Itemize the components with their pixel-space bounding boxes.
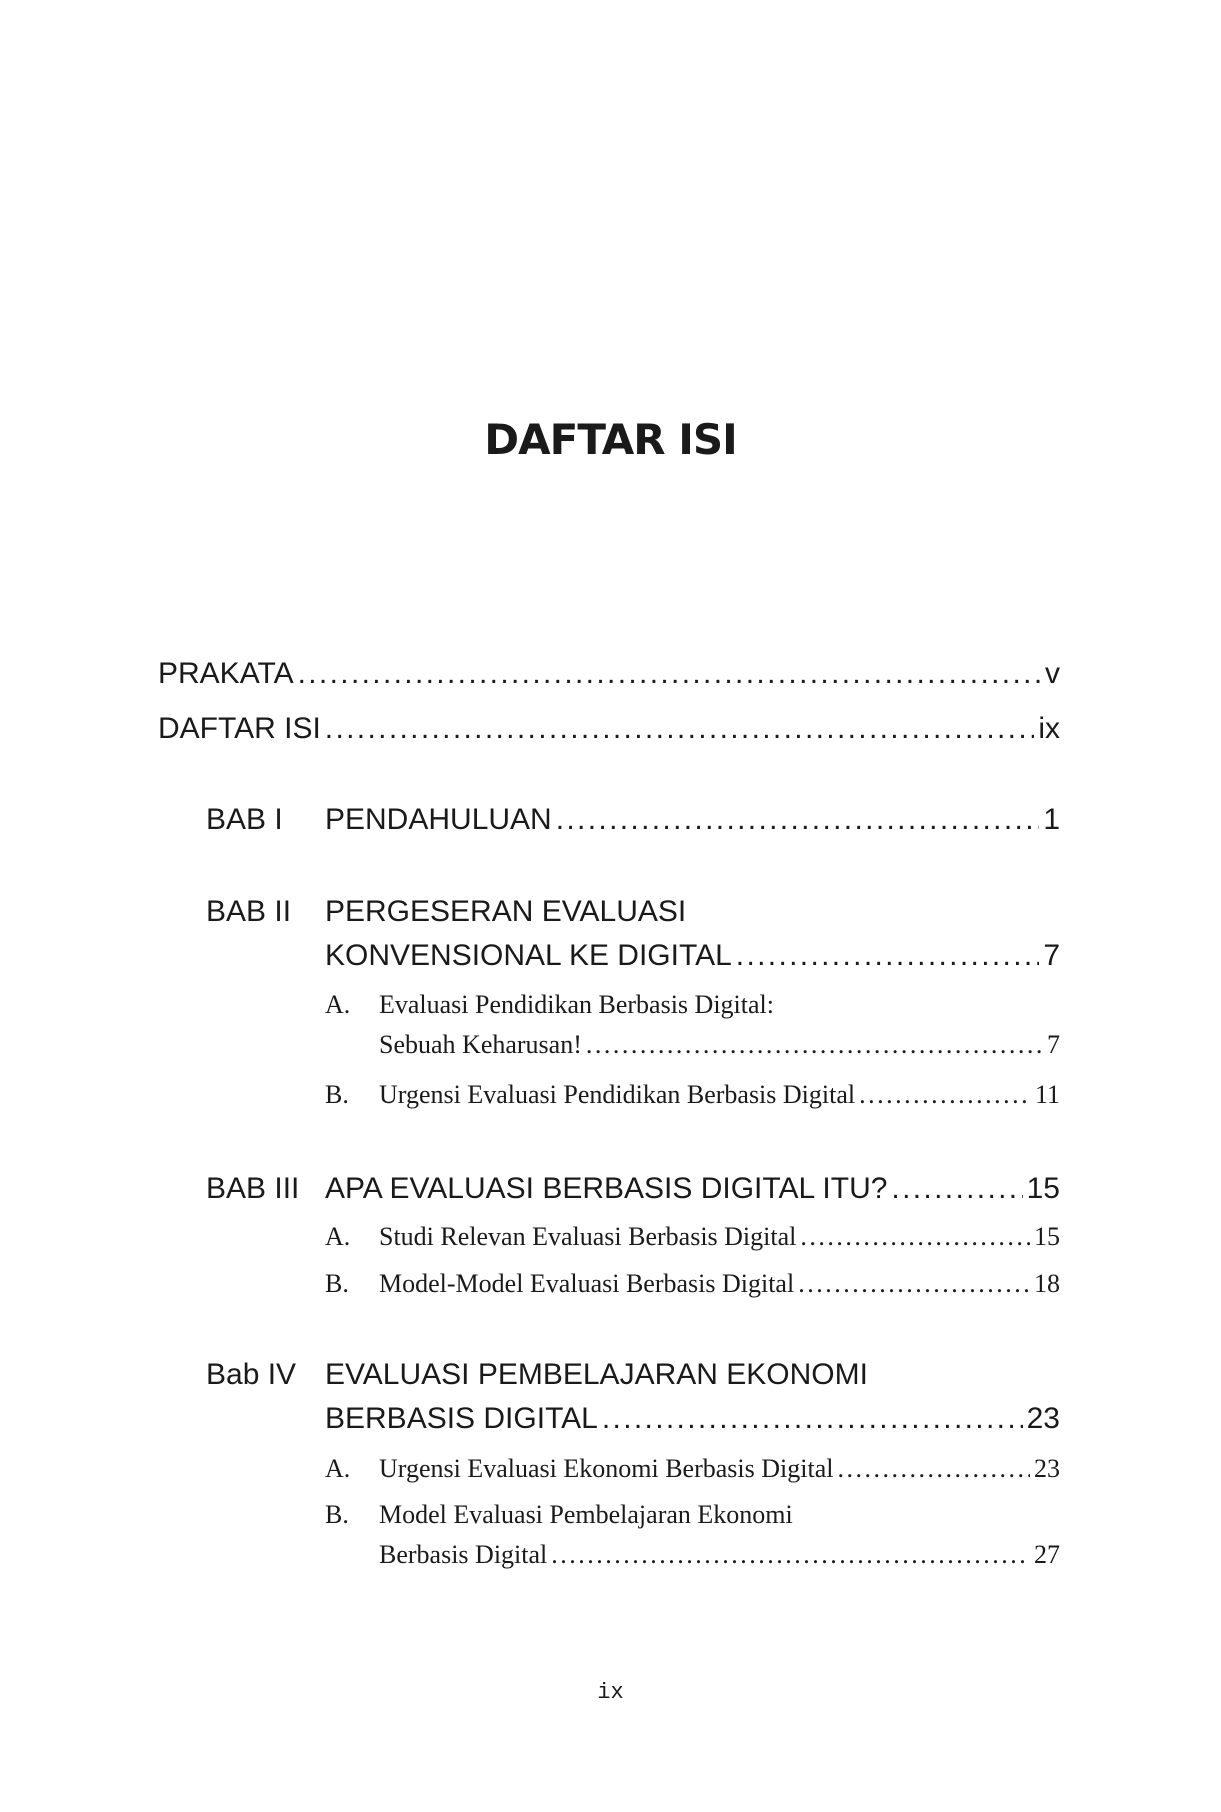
- toc-entry-label: PRAKATA: [158, 657, 294, 690]
- section-letter: B.: [325, 1080, 349, 1109]
- dot-leader: [798, 1269, 1030, 1299]
- dot-leader: [891, 1172, 1022, 1206]
- dot-leader: [859, 1080, 1031, 1110]
- toc-entry-chapter-3[interactable]: [325, 1172, 1060, 1206]
- chapter-title: PERGESERAN EVALUASI: [325, 895, 687, 928]
- toc-entry-chapter-2[interactable]: [325, 939, 1060, 973]
- chapter-label: BAB III: [206, 1172, 300, 1205]
- toc-entry-daftar-isi[interactable]: [158, 712, 1060, 746]
- dot-leader: [602, 1402, 1023, 1436]
- section-title: Urgensi Evaluasi Pendidikan Berbasis Digital: [379, 1080, 856, 1109]
- section-title: Studi Relevan Evaluasi Berbasis Digital: [379, 1222, 797, 1251]
- section-letter: B.: [325, 1500, 349, 1529]
- chapter-title: BERBASIS DIGITAL: [325, 1402, 598, 1435]
- section-title: Model-Model Evaluasi Berbasis Digital: [379, 1269, 795, 1298]
- dot-leader: [325, 712, 1035, 746]
- toc-page-number: 23: [1026, 1402, 1060, 1435]
- toc-entry-chapter-4[interactable]: [325, 1402, 1060, 1436]
- section-letter: A.: [325, 1222, 351, 1251]
- toc-page-number: 15: [1034, 1222, 1060, 1251]
- toc-entry-section-4b[interactable]: [379, 1540, 1060, 1570]
- chapter-title: EVALUASI PEMBELAJARAN EKONOMI: [325, 1358, 868, 1391]
- toc-page-number: 7: [1043, 939, 1060, 972]
- toc-page-number: 18: [1034, 1269, 1060, 1298]
- toc-page-number: 23: [1034, 1454, 1060, 1483]
- toc-entry-section-2b[interactable]: [379, 1080, 1060, 1110]
- dot-leader: [800, 1222, 1030, 1252]
- dot-leader: [551, 1540, 1030, 1570]
- toc-page-number: 15: [1026, 1172, 1060, 1205]
- section-letter: A.: [325, 1454, 351, 1483]
- toc-entry-section-4a[interactable]: [379, 1454, 1060, 1484]
- dot-leader: [298, 657, 1041, 691]
- toc-page-number: v: [1045, 657, 1060, 690]
- section-letter: B.: [325, 1269, 349, 1298]
- toc-entry-section-3b[interactable]: [379, 1269, 1060, 1299]
- dot-leader: [837, 1454, 1030, 1484]
- page-footer-number: ix: [597, 1680, 624, 1705]
- toc-entry-chapter-1[interactable]: [325, 803, 1060, 837]
- toc-page-number: 1: [1043, 803, 1060, 836]
- toc-page-number: 27: [1034, 1540, 1060, 1569]
- chapter-label: BAB II: [206, 895, 292, 928]
- chapter-title: KONVENSIONAL KE DIGITAL: [325, 939, 732, 972]
- dot-leader: [736, 939, 1040, 973]
- toc-entry-section-3a[interactable]: [379, 1222, 1060, 1252]
- toc-entry-label: DAFTAR ISI: [158, 712, 321, 745]
- section-title: Urgensi Evaluasi Ekonomi Berbasis Digital: [379, 1454, 834, 1483]
- section-title: Sebuah Keharusan!: [379, 1030, 582, 1059]
- section-title: Model Evaluasi Pembelajaran Ekonomi: [379, 1500, 793, 1529]
- toc-page-number: 11: [1034, 1080, 1060, 1109]
- section-title: Evaluasi Pendidikan Berbasis Digital:: [379, 990, 774, 1019]
- dot-leader: [586, 1030, 1043, 1060]
- section-title: Berbasis Digital: [379, 1540, 548, 1569]
- chapter-label: BAB I: [206, 803, 283, 836]
- toc-page-number: ix: [1038, 712, 1060, 745]
- dot-leader: [556, 803, 1040, 837]
- toc-page-number: 7: [1047, 1030, 1060, 1059]
- chapter-label: Bab IV: [206, 1358, 297, 1391]
- toc-entry-prakata[interactable]: [158, 657, 1060, 691]
- chapter-title: APA EVALUASI BERBASIS DIGITAL ITU?: [325, 1172, 888, 1205]
- chapter-title: PENDAHULUAN: [325, 803, 552, 836]
- section-letter: A.: [325, 990, 351, 1019]
- toc-entry-section-2a[interactable]: [379, 1030, 1060, 1060]
- page-title: DAFTAR ISI: [484, 415, 737, 464]
